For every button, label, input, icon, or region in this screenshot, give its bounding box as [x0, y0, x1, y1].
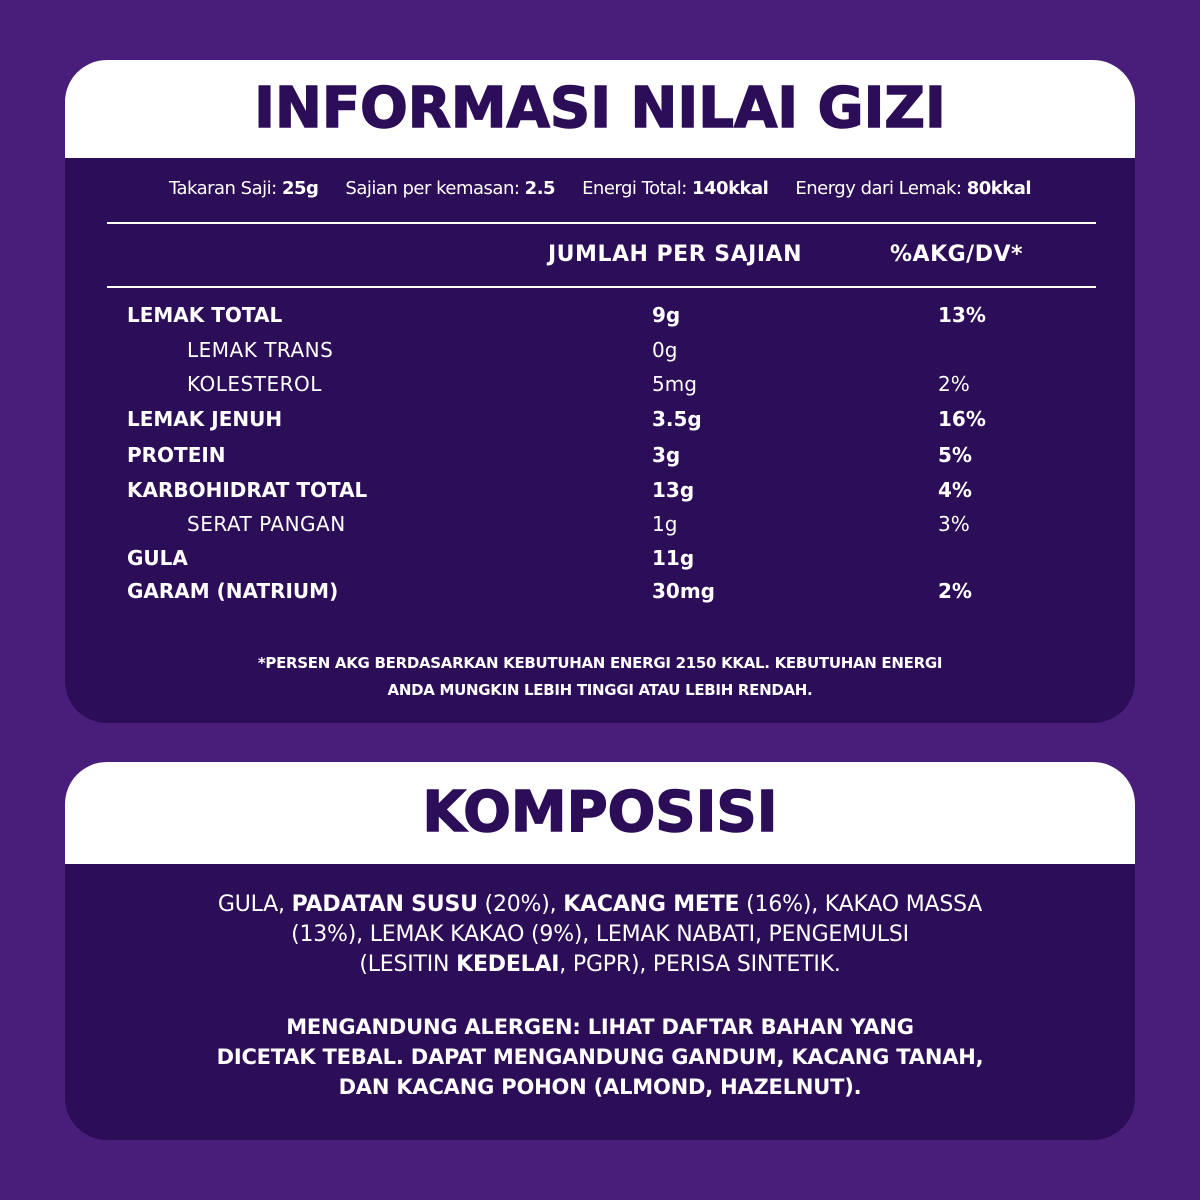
serving-size-label: Takaran Saji:: [168, 178, 277, 199]
nutrient-dv: 4%: [938, 478, 972, 502]
energy-from-fat-value: 80kkal: [966, 178, 1032, 199]
nutrient-amount: 13g: [652, 478, 695, 502]
nutrient-name: GULA: [127, 546, 188, 570]
nutrient-amount: 3.5g: [652, 407, 702, 431]
nutrient-amount: 30mg: [652, 579, 715, 603]
nutrient-dv: 5%: [938, 443, 972, 467]
total-energy: [582, 178, 768, 199]
akg-footnote: [65, 650, 1135, 704]
nutrient-dv: 13%: [938, 303, 986, 327]
nutrient-dv: 2%: [938, 372, 970, 396]
divider-top: [107, 222, 1096, 224]
nutrient-row: [65, 546, 1135, 576]
divider-header: [107, 286, 1096, 288]
nutrient-name: PROTEIN: [127, 443, 226, 467]
ingredients-line-2: (13%), LEMAK KAKAO (9%), LEMAK NABATI, PENGEMULSI: [291, 922, 909, 947]
ingredient-text: , PGPR), PERISA SINTETIK.: [559, 952, 841, 977]
footnote-line-2: ANDA MUNGKIN LEBIH TINGGI ATAU LEBIH RENDAH.: [387, 681, 813, 699]
composition-header: [65, 762, 1135, 864]
serving-size-value: 25g: [281, 178, 319, 199]
energy-from-fat-label: Energy dari Lemak:: [795, 178, 962, 199]
nutrient-row: [65, 303, 1135, 333]
total-energy-label: Energi Total:: [582, 178, 687, 199]
nutrient-amount: 1g: [652, 512, 678, 536]
nutrient-name: LEMAK JENUH: [127, 407, 283, 431]
ingredient-text: GULA,: [217, 892, 292, 917]
nutrient-name: SERAT PANGAN: [187, 512, 346, 536]
column-header-dv: %AKG/DV*: [890, 242, 1024, 267]
servings-per-pack-value: 2.5: [524, 178, 556, 199]
nutrient-amount: 9g: [652, 303, 681, 327]
nutrition-header: [65, 60, 1135, 158]
footnote-line-1: *PERSEN AKG BERDASARKAN KEBUTUHAN ENERGI 2150 KKAL. KEBUTUHAN ENERGI: [257, 654, 943, 672]
servings-per-pack-label: Sajian per kemasan:: [345, 178, 520, 199]
nutrient-row: [65, 512, 1135, 542]
allergen-statement: [65, 1012, 1135, 1102]
composition-card: [65, 762, 1135, 1140]
nutrition-facts-card: [65, 60, 1135, 723]
nutrient-dv: 2%: [938, 579, 972, 603]
nutrient-amount: 5mg: [652, 372, 697, 396]
column-header-amount: JUMLAH PER SAJIAN: [548, 242, 802, 267]
nutrient-row: [65, 338, 1135, 368]
ingredient-allergen-bold: KEDELAI: [456, 952, 560, 977]
ingredients-line-3: [65, 950, 1135, 980]
allergen-line-3: DAN KACANG POHON (ALMOND, HAZELNUT).: [338, 1075, 862, 1099]
nutrient-dv: 16%: [938, 407, 986, 431]
ingredient-text: (LESITIN: [359, 952, 457, 977]
nutrient-amount: 0g: [652, 338, 678, 362]
nutrient-amount: 11g: [652, 546, 695, 570]
nutrition-title: INFORMASI NILAI GIZI: [254, 76, 946, 141]
nutrient-amount: 3g: [652, 443, 681, 467]
ingredients-list: [65, 890, 1135, 980]
nutrient-name: LEMAK TOTAL: [127, 303, 283, 327]
nutrient-row: [65, 372, 1135, 402]
nutrient-name: KOLESTEROL: [187, 372, 322, 396]
ingredient-text: (16%), KAKAO MASSA: [739, 892, 983, 917]
nutrient-row: [65, 478, 1135, 508]
allergen-line-1: MENGANDUNG ALERGEN: LIHAT DAFTAR BAHAN YANG: [286, 1015, 914, 1039]
nutrient-row: [65, 407, 1135, 437]
nutrient-row: [65, 579, 1135, 609]
servings-per-pack: [345, 178, 555, 199]
nutrient-name: LEMAK TRANS: [187, 338, 334, 362]
nutrient-name: GARAM (NATRIUM): [127, 579, 339, 603]
energy-from-fat: [795, 178, 1031, 199]
ingredients-line-1: [65, 890, 1135, 920]
total-energy-value: 140kkal: [692, 178, 769, 199]
allergen-line-2: DICETAK TEBAL. DAPAT MENGANDUNG GANDUM, KACANG TANAH,: [216, 1045, 984, 1069]
nutrient-name: KARBOHIDRAT TOTAL: [127, 478, 368, 502]
serving-summary: [65, 178, 1135, 199]
serving-size: [169, 178, 318, 199]
nutrient-dv: 3%: [938, 512, 970, 536]
composition-title: KOMPOSISI: [422, 780, 778, 845]
ingredient-allergen-bold: PADATAN SUSU: [291, 892, 478, 917]
ingredient-allergen-bold: KACANG METE: [563, 892, 740, 917]
ingredient-text: (20%),: [477, 892, 564, 917]
nutrient-row: [65, 443, 1135, 473]
